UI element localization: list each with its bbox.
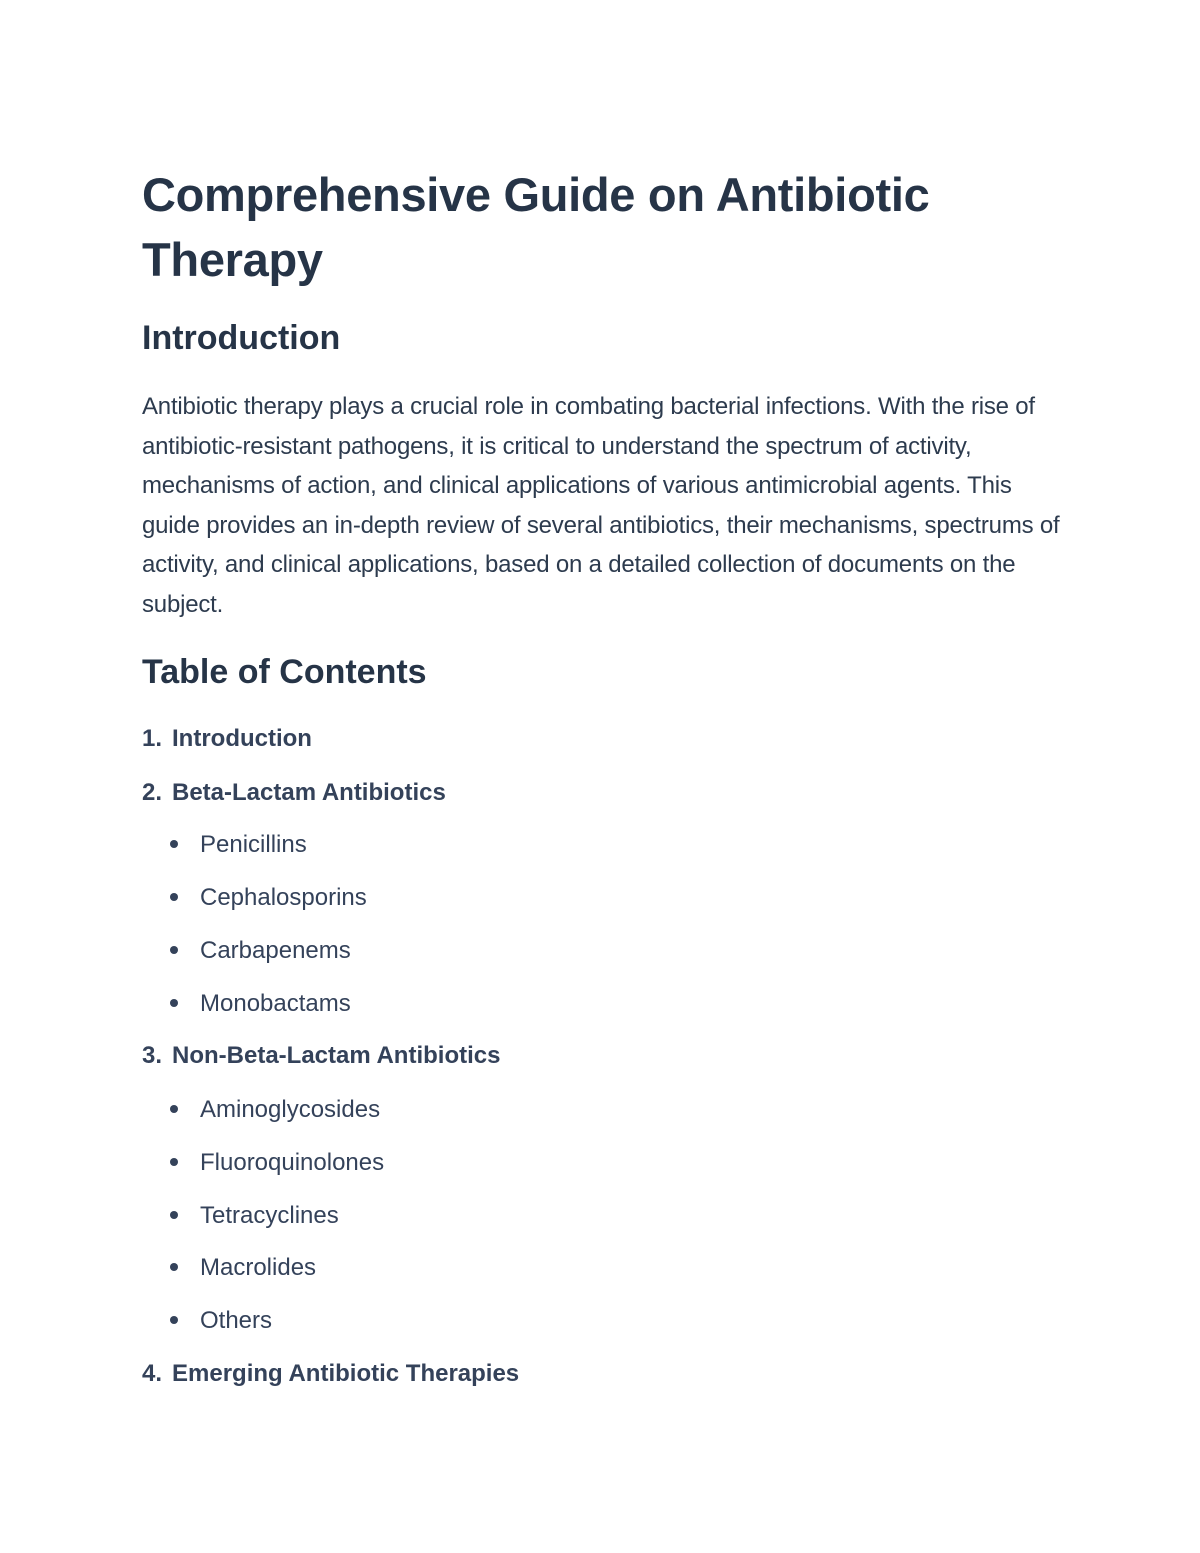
document-title: Comprehensive Guide on Antibiotic Therapy bbox=[142, 168, 930, 286]
toc-subitem bbox=[170, 988, 351, 1020]
toc-subitem-label: Penicillins bbox=[200, 831, 307, 858]
toc-subitem-label: Others bbox=[200, 1307, 273, 1334]
bullet-icon bbox=[170, 1263, 178, 1271]
toc-subitem bbox=[170, 935, 351, 967]
toc-item bbox=[142, 723, 312, 755]
toc-item-number: 3. bbox=[142, 1042, 163, 1069]
toc-item-number: 2. bbox=[142, 779, 163, 806]
toc-item bbox=[142, 1358, 519, 1390]
toc-subitem bbox=[170, 1305, 272, 1337]
bullet-icon bbox=[170, 999, 178, 1007]
toc-subitem-label: Monobactams bbox=[200, 990, 351, 1017]
bullet-icon bbox=[170, 1158, 178, 1166]
toc-subitem-label: Macrolides bbox=[200, 1254, 317, 1281]
introduction-heading: Introduction bbox=[142, 319, 341, 357]
toc-subitem bbox=[170, 829, 307, 861]
toc-heading: Table of Contents bbox=[142, 653, 427, 691]
bullet-icon bbox=[170, 1316, 178, 1324]
toc-item bbox=[142, 1040, 500, 1072]
toc-subitem bbox=[170, 1200, 339, 1232]
introduction-paragraph: Antibiotic therapy plays a crucial role in combating bacterial infections. With the rise of antibiotic-resistant pathogens, it is critical to understand the spectrum of activity, mechanisms of action, and clinical applications of various antimicrobial agents. This guide provides an in-depth review of several antibiotics, their mechanisms, spectrums of activity, and clinical applications, based on a detailed collection of documents on the subject. bbox=[142, 393, 1060, 618]
toc-subitem bbox=[170, 1147, 384, 1179]
bullet-icon bbox=[170, 893, 178, 901]
toc-item-label: Emerging Antibiotic Therapies bbox=[172, 1360, 520, 1387]
toc-subitem-label: Cephalosporins bbox=[200, 884, 367, 911]
toc-item-label: Non-Beta-Lactam Antibiotics bbox=[172, 1042, 501, 1069]
toc-subitem bbox=[170, 882, 367, 914]
bullet-icon bbox=[170, 946, 178, 954]
toc-subitem bbox=[170, 1094, 380, 1126]
toc-subitem-label: Fluoroquinolones bbox=[200, 1149, 385, 1176]
toc-subitem-label: Carbapenems bbox=[200, 937, 351, 964]
toc-item-number: 1. bbox=[142, 725, 163, 752]
toc-item-label: Beta-Lactam Antibiotics bbox=[172, 779, 446, 806]
toc-item-number: 4. bbox=[142, 1360, 163, 1387]
bullet-icon bbox=[170, 840, 178, 848]
toc-item-label: Introduction bbox=[172, 725, 312, 752]
bullet-icon bbox=[170, 1211, 178, 1219]
toc-item bbox=[142, 777, 446, 809]
toc-subitem-label: Aminoglycosides bbox=[200, 1096, 381, 1123]
toc-subitem bbox=[170, 1252, 316, 1284]
toc-subitem-label: Tetracyclines bbox=[200, 1202, 339, 1229]
bullet-icon bbox=[170, 1105, 178, 1113]
